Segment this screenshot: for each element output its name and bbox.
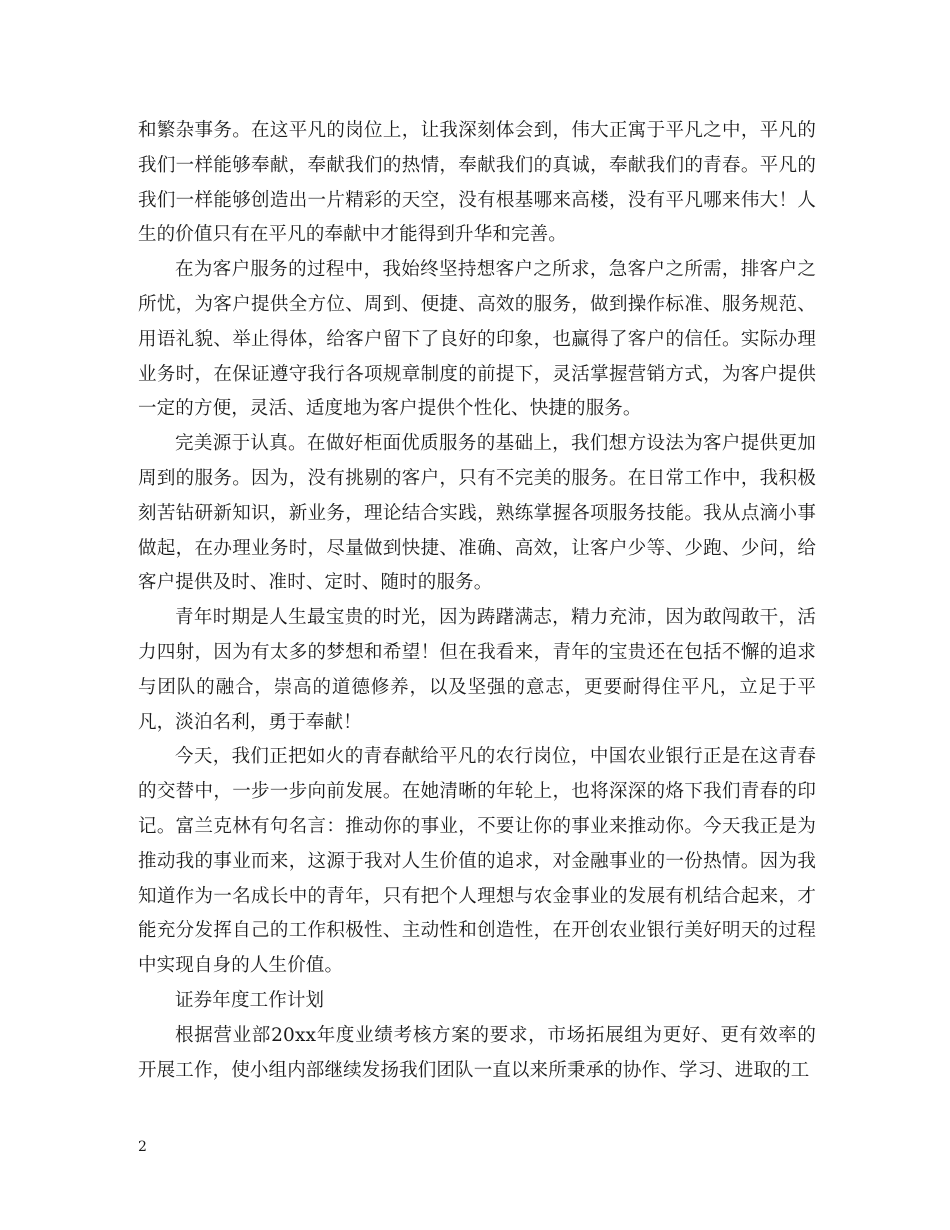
- document-body: [138, 114, 816, 1088]
- paragraph-youth: 青年时期是人生最宝贵的时光，因为踌躇满志，精力充沛，因为敢闯敢干，活力四射，因为有太多的梦想和希望！但在我看来，青年的宝贵还在包括不懈的追求与团队的融合，崇高的道德修养，以及坚强的意志，更要耐得住平凡，立足于平凡，淡泊名利，勇于奉献！: [138, 607, 816, 733]
- paragraph-customer-service: 在为客户服务的过程中，我始终坚持想客户之所求，急客户之所需，排客户之所忧，为客户提供全方位、周到、便捷、高效的服务，做到操作标准、服务规范、用语礼貌、举止得体，给客户留下了良好的印象，也赢得了客户的信任。实际办理业务时，在保证遵守我行各项规章制度的前提下，灵活掌握营销方式，为客户提供一定的方便，灵活、适度地为客户提供个性化、快捷的服务。: [138, 259, 816, 420]
- paragraph-perfection: 完美源于认真。在做好柜面优质服务的基础上，我们想方设法为客户提供更加周到的服务。因为，没有挑剔的客户，只有不完美的服务。在日常工作中，我积极刻苦钻研新知识，新业务，理论结合实践，熟练掌握各项服务技能。我从点滴小事做起，在办理业务时，尽量做到快捷、准确、高效，让客户少等、少跑、少问，给客户提供及时、准时、定时、随时的服务。: [138, 433, 816, 594]
- paragraph-plan: 根据营业部20xx年度业绩考核方案的要求，市场拓展组为更好、更有效率的开展工作，使小组内部继续发扬我们团队一直以来所秉承的协作、学习、进取的工: [138, 1024, 816, 1081]
- paragraph-today: 今天，我们正把如火的青春献给平凡的农行岗位，中国农业银行正是在这青春的交替中，一步一步向前发展。在她清晰的年轮上，也将深深的烙下我们青春的印记。富兰克林有句名言：推动你的事业，不要让你的事业来推动你。今天我正是为推动我的事业而来，这源于我对人生价值的追求，对金融事业的一份热情。因为我知道作为一名成长中的青年，只有把个人理想与农金事业的发展有机结合起来，才能充分发挥自己的工作积极性、主动性和创造性，在开创农业银行美好明天的过程中实现自身的人生价值。: [138, 746, 816, 977]
- paragraph-continued: 和繁杂事务。在这平凡的岗位上，让我深刻体会到，伟大正寓于平凡之中，平凡的我们一样能够奉献，奉献我们的热情，奉献我们的真诚，奉献我们的青春。平凡的我们一样能够创造出一片精彩的天空，没有根基哪来高楼，没有平凡哪来伟大！人生的价值只有在平凡的奉献中才能得到升华和完善。: [138, 120, 816, 246]
- section-heading: 证券年度工作计划: [175, 989, 325, 1011]
- page-number: 2: [138, 1139, 147, 1155]
